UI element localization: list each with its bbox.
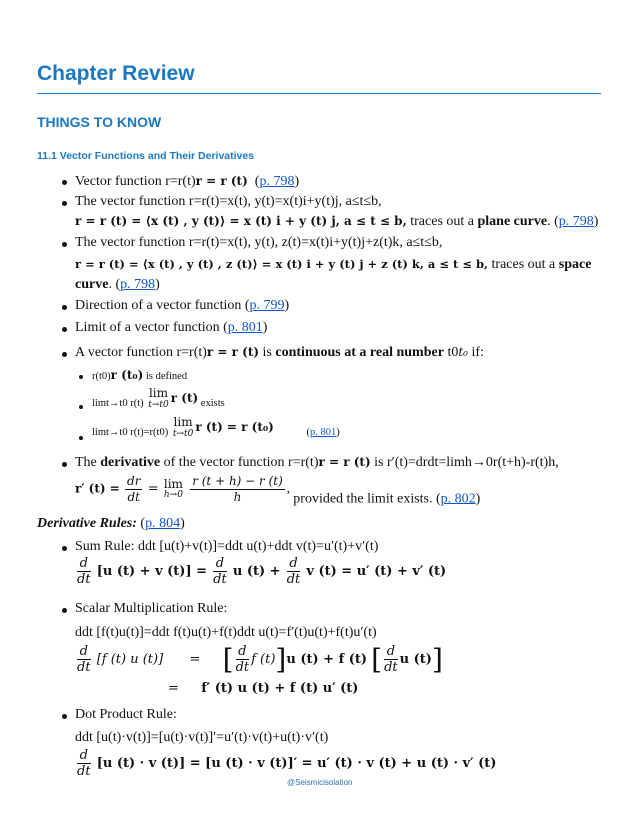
- bullet-dot: [62, 462, 67, 467]
- sum-rule-equation: $\frac{d}{dt}$ [u (t) + v (t)] = $\frac{d}{dt}$ u (t) + $\frac{d}{dt}$ v (t) = u′ (t) + v′ (t): [77, 556, 447, 587]
- condition-exists: limt→t0 r(t) lim t→t0 r (t) exists: [92, 386, 225, 410]
- watermark: @Seismicisolation: [287, 778, 353, 787]
- math-expression: r (t₀): [110, 368, 144, 382]
- scalar-rule-label: Scalar Multiplication Rule:: [75, 601, 228, 616]
- math-expression: r = r (t) = ⟨x (t) , y (t)⟩ = x (t) i + y (t) j, a ≤ t ≤ b,: [75, 214, 407, 228]
- page-link[interactable]: p. 799: [249, 298, 285, 313]
- dot-rule-equation: $\frac{d}{dt}$ [u (t) · v (t)] = [u (t) · v (t)]′ = u′ (t) · v (t) + u (t) · v′ (t): [77, 748, 497, 779]
- list-item-space-curve: The vector function r=r(t)=x(t), y(t), z(t)=x(t)i+y(t)j+z(t)k, a≤t≤b,: [75, 235, 443, 250]
- scalar-rule-equation-line2: = f′ (t) u (t) + f (t) u′ (t): [168, 681, 359, 696]
- limit-operator: lim h→0: [163, 477, 183, 500]
- list-item-direction: Direction of a vector function (p. 799): [75, 298, 290, 313]
- page-link[interactable]: p. 798: [558, 214, 594, 229]
- bullet-dot: [62, 305, 67, 310]
- bullet-dot: [62, 242, 67, 247]
- list-item-space-curve-cont2: curve. (p. 798): [75, 277, 160, 292]
- math-expression: r = r (t): [206, 345, 260, 359]
- list-item-derivative: The derivative of the vector function r=r(t)r = r (t) is r′(t)=drdt=limh→0r(t+h)-r(t)h,: [75, 455, 559, 470]
- scalar-rule-text: ddt [f(t)u(t)]=ddt f(t)u(t)+f(t)ddt u(t)=f′(t)u(t)+f(t)u′(t): [75, 625, 377, 640]
- page-link[interactable]: p. 801: [227, 320, 263, 335]
- fraction: $\frac{d}{dt}$: [384, 644, 398, 675]
- bullet-dot: [62, 180, 67, 185]
- sum-rule-label: Sum Rule: ddt [u(t)+v(t)]=ddt u(t)+ddt v(t)=u′(t)+v′(t): [75, 539, 379, 554]
- subsection-heading: 11.1 Vector Functions and Their Derivatives: [37, 150, 255, 162]
- scalar-rule-equation: $\frac{d}{dt}$ [f (t) u (t)] = [ $\frac{d}{dt}$ f (t)]u (t) + f (t) [ $\frac{d}{dt}$ u (t)]: [77, 643, 443, 676]
- bullet-dot: [79, 405, 83, 409]
- list-item-vector-function: Vector function r=r(t)r = r (t) (p. 798): [75, 174, 300, 189]
- list-item-limit: Limit of a vector function (p. 801): [75, 320, 268, 335]
- math-expression: r (t): [170, 390, 199, 405]
- rules-heading: Derivative Rules: (p. 804): [37, 516, 185, 531]
- section-heading: THINGS TO KNOW: [37, 114, 162, 130]
- list-item-plane-curve-cont: r = r (t) = ⟨x (t) , y (t)⟩ = x (t) i + y (t) j, a ≤ t ≤ b, traces out a plane curve. (p. 798): [75, 214, 599, 229]
- fraction: $\frac{d}{dt}$: [77, 556, 91, 587]
- page-link[interactable]: p. 802: [440, 491, 476, 507]
- math-expression: r = r (t) = ⟨x (t) , y (t) , z (t)⟩ = x (t) i + y (t) j + z (t) k, a ≤ t ≤ b,: [75, 257, 489, 271]
- bullet-dot: [62, 201, 67, 206]
- fraction: $\frac{d}{dt}$: [235, 644, 250, 675]
- math-expression: r = r (t): [195, 174, 248, 188]
- title-divider: [37, 93, 601, 94]
- bullet-dot: [62, 352, 67, 357]
- bullet-dot: [79, 436, 83, 440]
- page-link[interactable]: p. 804: [145, 516, 181, 531]
- bullet-dot: [62, 608, 67, 613]
- limit-operator: lim t→t0: [148, 386, 169, 410]
- math-expression: r = r (t): [318, 455, 371, 469]
- page-link[interactable]: p. 801: [309, 427, 337, 438]
- bullet-dot: [79, 375, 83, 379]
- fraction: $\frac{d}{dt}$: [77, 748, 91, 779]
- list-item-plane-curve: The vector function r=r(t)=x(t), y(t)=x(t)i+y(t)j, a≤t≤b,: [75, 194, 382, 209]
- fraction: $\frac{d}{dt}$: [286, 556, 301, 587]
- bullet-dot: [62, 546, 67, 551]
- dot-rule-text: ddt [u(t)·v(t)]=[u(t)·v(t)]′=u′(t)·v(t)+u(t)·v′(t): [75, 730, 329, 745]
- fraction: $\frac{dr}{dt}$: [127, 474, 141, 504]
- condition-equals: limt→t0 r(t)=r(t0) lim t→t0 r (t) = r (t₀) (p. 801): [92, 415, 340, 439]
- limit-operator: lim t→t0: [172, 415, 194, 439]
- bullet-dot: [62, 714, 67, 719]
- list-item-continuity: A vector function r=r(t)r = r (t) is continuous at a real number t0t₀ if:: [75, 345, 484, 360]
- math-expression: r (t) = r (t₀): [195, 419, 274, 434]
- page-link[interactable]: p. 798: [259, 174, 295, 189]
- derivative-definition: r′ (t) = $\frac{dr}{dt}$ = lim h→0 $\frac{r (t + h) - r (t)}{h}$ , provided the limit exists. (p. 802): [75, 474, 481, 507]
- bullet-dot: [62, 327, 67, 332]
- fraction: $\frac{d}{dt}$: [213, 556, 227, 587]
- fraction: $\frac{d}{dt}$: [77, 644, 91, 675]
- chapter-title: Chapter Review: [37, 62, 195, 85]
- dot-rule-label: Dot Product Rule:: [75, 707, 177, 722]
- page-link[interactable]: p. 798: [120, 277, 156, 292]
- fraction: $\frac{r (t + h) - r (t)}{h}$: [192, 474, 283, 504]
- list-item-space-curve-cont: r = r (t) = ⟨x (t) , y (t) , z (t)⟩ = x (t) i + y (t) j + z (t) k, a ≤ t ≤ b, traces out a space: [75, 257, 592, 272]
- condition-defined: r(t0)r (t₀) is defined: [92, 368, 188, 382]
